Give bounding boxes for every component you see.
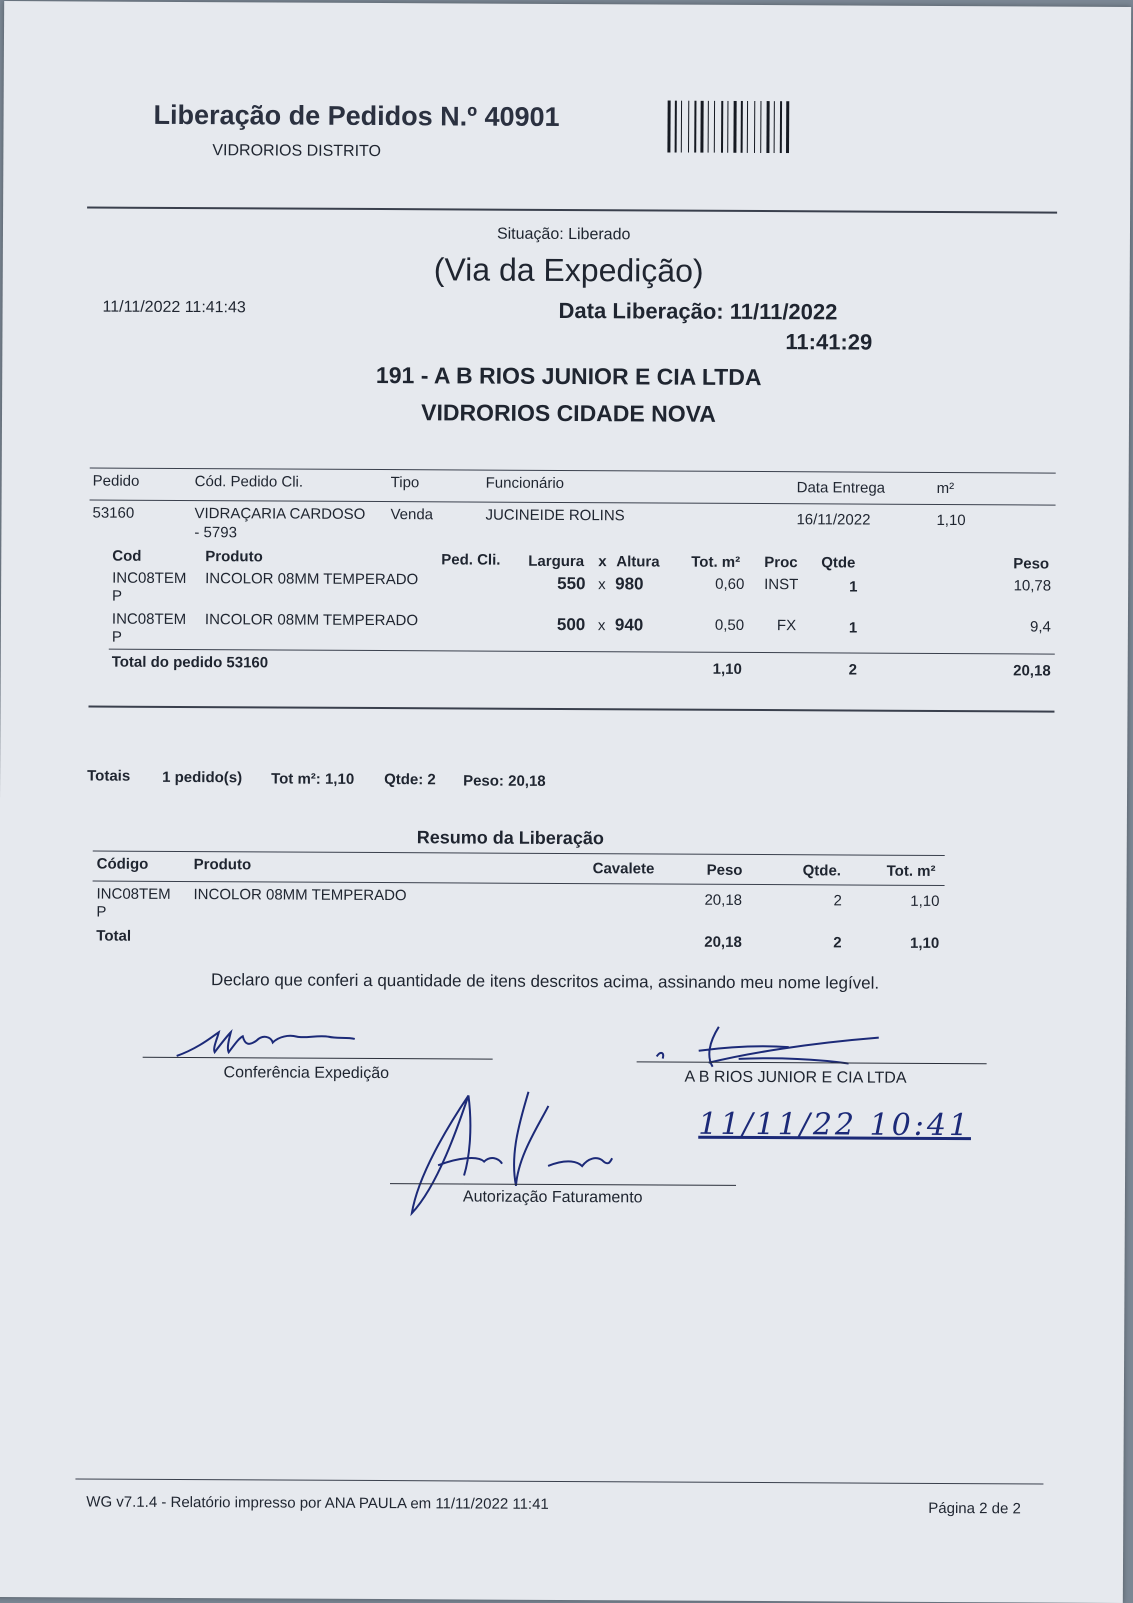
client-name: 191 - A B RIOS JUNIOR E CIA LTDA xyxy=(375,362,762,391)
resumo-produto: INCOLOR 08MM TEMPERADO xyxy=(193,886,407,905)
resumo-col-qtde: Qtde. xyxy=(802,862,842,880)
document-page xyxy=(0,1,1131,1603)
col-tipo: Tipo xyxy=(390,474,420,492)
cod-pedido-cli: VIDRAÇARIA CARDOSO xyxy=(194,505,366,523)
col-cod-pedido-cli: Cód. Pedido Cli. xyxy=(194,473,304,491)
pedido-bottom-rule xyxy=(88,706,1054,713)
resumo-col-produto: Produto xyxy=(193,856,252,874)
totais-pedidos: 1 pedido(s) xyxy=(162,768,243,787)
totais-m2: Tot m²: 1,10 xyxy=(271,770,355,788)
col-proc: Proc xyxy=(764,554,798,572)
resumo-top-rule xyxy=(93,851,945,856)
pedido-m2: 1,10 xyxy=(936,511,966,530)
pedido-number: 53160 xyxy=(92,504,135,522)
item-proc: FX xyxy=(776,617,797,635)
item-tot-m2: 0,50 xyxy=(714,616,745,634)
item-produto: INCOLOR 08MM TEMPERADO xyxy=(204,611,419,630)
resumo-col-peso: Peso xyxy=(706,861,743,879)
via-label: (Via da Expedição) xyxy=(433,251,704,289)
col-largura: Largura xyxy=(528,552,585,571)
resumo-codigo-cont: P xyxy=(96,903,107,921)
col-m2: m² xyxy=(936,479,955,498)
barcode xyxy=(665,101,835,154)
resumo-total-peso: 20,18 xyxy=(704,933,742,951)
item-largura: 500 xyxy=(556,614,586,635)
document-title: Liberação de Pedidos N.º 40901 xyxy=(153,99,560,132)
col-ped-cli: Ped. Cli. xyxy=(441,551,501,569)
item-peso: 10,78 xyxy=(1013,577,1052,595)
pedido-total-qtde: 2 xyxy=(848,661,858,679)
pedido-total-m2: 1,10 xyxy=(712,660,742,678)
situacao-label: Situação: Liberado xyxy=(496,225,631,244)
resumo-total-qtde: 2 xyxy=(833,934,842,952)
col-peso: Peso xyxy=(1013,555,1050,573)
col-pedido: Pedido xyxy=(92,472,140,490)
resumo-col-cavalete: Cavalete xyxy=(592,860,655,878)
resumo-tot-m2: 1,10 xyxy=(910,892,940,910)
col-data-entrega: Data Entrega xyxy=(796,479,886,497)
item-x: x xyxy=(597,617,606,635)
footer-text: WG v7.1.4 - Relatório impresso por ANA PAULA em 11/11/2022 11:41 xyxy=(86,1493,549,1513)
item-cod-cont: P xyxy=(112,587,123,605)
item-qtde: 1 xyxy=(849,578,858,596)
pedido-total-label: Total do pedido 53160 xyxy=(111,653,269,672)
item-qtde: 1 xyxy=(848,619,858,637)
pedido-tipo: Venda xyxy=(390,506,434,524)
autorizacao-label: Autorização Faturamento xyxy=(462,1188,643,1207)
resumo-col-tot-m2: Tot. m² xyxy=(886,862,936,880)
resumo-total-label: Total xyxy=(96,927,132,945)
handwritten-date: 11/11/22 10:41 xyxy=(698,1106,972,1144)
print-timestamp: 11/11/2022 11:41:43 xyxy=(102,298,246,317)
item-altura: 940 xyxy=(614,615,644,635)
totais-peso: Peso: 20,18 xyxy=(463,772,546,790)
declaration-text: Declaro que conferi a quantidade de itens descritos acima, assinando meu nome legível. xyxy=(211,970,880,993)
item-x: x xyxy=(598,576,606,594)
data-liberacao-time: 11:41:29 xyxy=(785,329,873,355)
item-peso: 9,4 xyxy=(1030,618,1051,636)
item-altura: 980 xyxy=(615,574,644,594)
col-altura: Altura xyxy=(616,553,660,571)
footer-rule xyxy=(75,1478,1043,1484)
col-qtde: Qtde xyxy=(821,554,856,572)
totais-label: Totais xyxy=(87,767,131,785)
col-cod: Cod xyxy=(112,547,142,565)
cod-pedido-cli-cont: - 5793 xyxy=(194,524,237,542)
item-cod: INC08TEM xyxy=(111,610,187,629)
resumo-title: Resumo da Liberação xyxy=(416,827,604,849)
item-largura: 550 xyxy=(557,573,586,594)
pedido-total-peso: 20,18 xyxy=(1013,662,1051,680)
pedido-funcionario: JUCINEIDE ROLINS xyxy=(485,506,625,525)
col-tot-m2: Tot. m² xyxy=(691,553,741,571)
resumo-total-tot-m2: 1,10 xyxy=(910,934,940,952)
resumo-col-codigo: Código xyxy=(96,855,149,873)
item-tot-m2: 0,60 xyxy=(715,575,745,593)
col-x: x xyxy=(598,553,607,571)
resumo-peso: 20,18 xyxy=(704,891,743,909)
client-store: VIDRORIOS CIDADE NOVA xyxy=(421,399,716,427)
item-cod: INC08TEM xyxy=(112,569,187,588)
resumo-qtde: 2 xyxy=(833,892,842,910)
empresa-label: A B RIOS JUNIOR E CIA LTDA xyxy=(684,1068,907,1087)
item-produto: INCOLOR 08MM TEMPERADO xyxy=(205,570,419,589)
pedido-data-entrega: 16/11/2022 xyxy=(796,511,871,529)
totais-qtde: Qtde: 2 xyxy=(384,771,436,789)
col-produto: Produto xyxy=(205,548,263,566)
item-cod-cont: P xyxy=(111,628,122,646)
company-name: VIDRORIOS DISTRITO xyxy=(212,142,382,161)
resumo-header-rule xyxy=(93,881,945,886)
conferencia-label: Conferência Expedição xyxy=(223,1064,390,1083)
data-liberacao: Data Liberação: 11/11/2022 xyxy=(558,297,838,325)
item-proc: INST xyxy=(764,576,799,594)
header-divider xyxy=(87,206,1057,213)
col-funcionario: Funcionário xyxy=(485,474,565,492)
page-number: Página 2 de 2 xyxy=(928,1499,1021,1518)
resumo-codigo: INC08TEM xyxy=(96,885,171,903)
